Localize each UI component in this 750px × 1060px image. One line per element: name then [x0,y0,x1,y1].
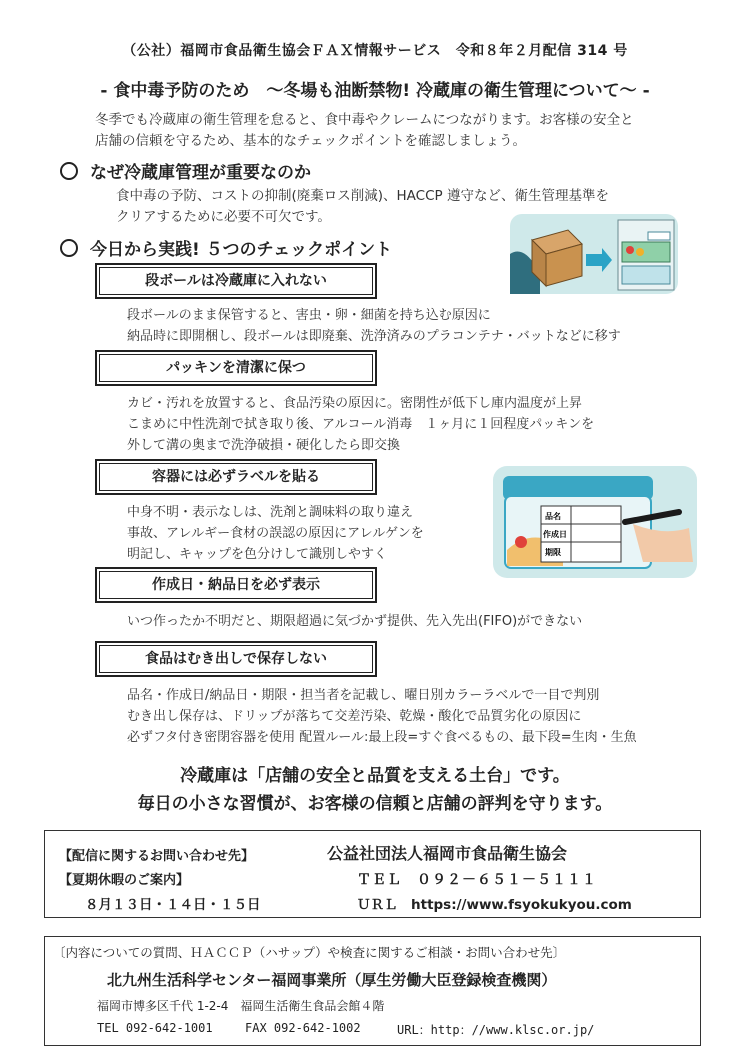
checkpoint-1-body-1: 段ボールのまま保管すると、害虫・卵・細菌を持ち込む原因に [127,308,491,323]
fax-header: （公社）福岡市食品衛生協会ＦＡＸ情報サービス 令和８年２月配信 314 号 [122,43,628,59]
label-row-expiry: 期限 [545,548,561,557]
testing-center-contact-box [44,936,701,1046]
section1-body-1: 食中毒の予防、コストの抑制(廃棄ロス削減)、HACCP 遵守など、衛生管理基準を [116,188,609,204]
page-title: - 食中毒予防のため ～冬場も油断禁物! 冷蔵庫の衛生管理について～ - [100,81,650,101]
checkpoint-3-body-3: 明記し、キャップを色分けして識別しやすく [127,547,388,562]
section2-heading: 今日から実践! ５つのチェックポイント [60,235,392,260]
consultation-note: 〔内容についての質問、ＨＡＣＣＰ（ハサップ）や検査に関するご相談・お問い合わせ先〕 [53,945,566,960]
cardboard-fridge-illustration [510,214,678,294]
checkpoint-4-body-1: いつ作ったか不明だと、期限超過に気づかず提供、先入先出(FIFO)ができない [127,614,583,629]
intro-line-1: 冬季でも冷蔵庫の衛生管理を怠ると、食中毒やクレームにつながります。お客様の安全と [95,112,634,128]
checkpoint-2-box: パッキンを清潔に保つ [95,350,377,386]
center-fax: FAX 092-642-1002 [245,1021,361,1035]
intro-line-2: 店舗の信頼を守るため、基本的なチェックポイントを確認しましょう。 [95,133,527,149]
holiday-dates: ８月１３日・１４日・１５日 [85,897,261,913]
inquiry-label: 【配信に関するお問い合わせ先】 [59,849,255,864]
holiday-label: 【夏期休暇のご案内】 [59,873,190,888]
checkpoint-1-body-2: 納品時に即開梱し、段ボールは即廃棄、洗浄済みのプラコンテナ・バットなどに移す [127,329,621,344]
association-name: 公益社団法人福岡市食品衛生協会 [327,844,568,863]
center-address: 福岡市博多区千代 1-2-4 福岡生活衛生食品会館４階 [97,999,385,1013]
checkpoint-2-body-3: 外して溝の奥まで洗浄破損・硬化したら即交換 [127,438,401,453]
checkpoint-1-box: 段ボールは冷蔵庫に入れない [95,263,377,299]
section1-heading: なぜ冷蔵庫管理が重要なのか [60,158,311,183]
label-row-name: 品名 [545,512,561,521]
checkpoint-3-box: 容器には必ずラベルを貼る [95,459,377,495]
checkpoint-5-body-3: 必ずフタ付き密閉容器を使用 配置ルール:最上段=すぐ食べるもの、最下段=生肉・生魚 [127,730,637,745]
association-tel: ＴＥＬ ０９２－６５１－５１１１ [357,872,597,888]
bullet-circle-icon [60,162,78,180]
checkpoint-5-body-1: 品名・作成日/納品日・期限・担当者を記載し、曜日別カラーラベルで一目で判別 [127,688,600,703]
distribution-contact-box [44,830,701,918]
center-url[interactable]: URL：http：//www.klsc.or.jp/ [397,1023,595,1037]
checkpoint-3-body-2: 事故、アレルギー食材の誤認の原因にアレルゲンを [127,526,424,541]
center-tel: TEL 092-642-1001 [97,1021,213,1035]
closing-line-1: 冷蔵庫は「店舗の安全と品質を支える土台」です。 [180,766,570,786]
bullet-circle-icon [60,239,78,257]
center-name: 北九州生活科学センター福岡事業所（厚生労働大臣登録検査機関） [107,971,557,989]
checkpoint-5-body-2: むき出し保存は、ドリップが落ちて交差汚染、乾燥・酸化で品質劣化の原因に [127,709,582,724]
checkpoint-3-body-1: 中身不明・表示なしは、洗剤と調味料の取り違え [127,505,414,520]
section1-body-2: クリアするために必要不可欠です。 [116,209,331,225]
checkpoint-2-body-1: カビ・汚れを放置すると、食品汚染の原因に。密閉性が低下し庫内温度が上昇 [127,396,583,411]
checkpoint-2-body-2: こまめに中性洗剤で拭き取り後、アルコール消毒 １ヶ月に１回程度パッキンを [127,417,595,432]
labeled-container-illustration [493,466,697,578]
checkpoint-4-box: 作成日・納品日を必ず表示 [95,567,377,603]
checkpoint-5-box: 食品はむき出しで保存しない [95,641,377,677]
label-row-created: 作成日 [543,530,567,539]
association-url[interactable]: ＵＲＬ https://www.fsyokukyou.com [357,897,632,913]
closing-line-2: 毎日の小さな習慣が、お客様の信頼と店舗の評判を守ります。 [137,794,613,814]
